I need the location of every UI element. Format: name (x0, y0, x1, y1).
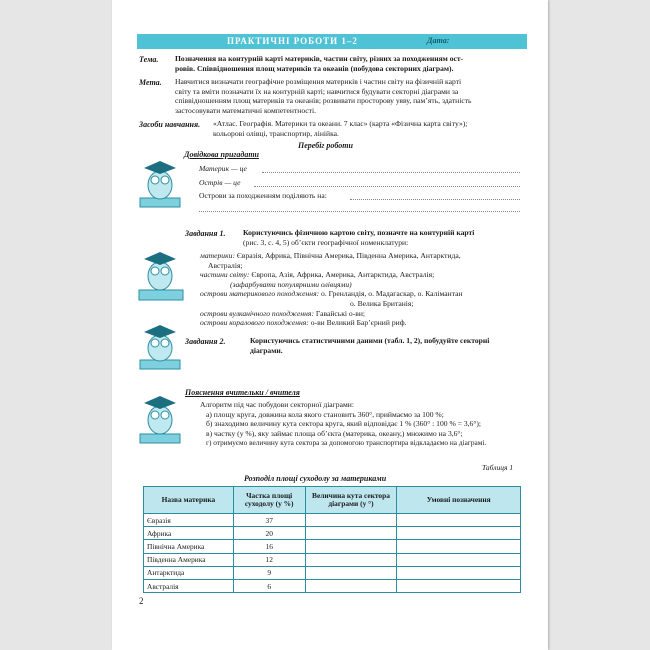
column-header: Величина кута сектора діаграми (у °) (305, 487, 397, 514)
item-value: о-ви Великий Бар’єрний риф. (310, 318, 407, 328)
nomenclature-item (200, 309, 525, 319)
task2-line: Користуючись статистичними даними (табл. 1, 2), побудуйте секторні (250, 336, 490, 345)
header-banner (137, 34, 527, 49)
land-share: 16 (233, 540, 305, 553)
task1-line: Користуючись фізичною картою світу, позначте на контурній карті (243, 228, 475, 237)
table-row (144, 527, 521, 540)
angle-cell[interactable] (305, 579, 397, 592)
goal-line: світу та вміти позначати їх на контурній карті; навчитися будувати секторні діаграми за (175, 86, 459, 96)
answer-line[interactable] (254, 186, 520, 187)
angle-cell[interactable] (305, 514, 397, 527)
item-key: острови коралового походження: (200, 318, 309, 328)
item-value: Європа, Азія, Африка, Америка, Антарктида, Австралія; (251, 270, 435, 280)
nomenclature-note (200, 280, 525, 290)
angle-cell[interactable] (305, 553, 397, 566)
explanation-line: Алгоритм під час побудови секторної діаграми: (200, 400, 354, 409)
item-value: Австралія; (208, 260, 243, 270)
goal-text (175, 77, 525, 115)
nomenclature-item (200, 251, 525, 261)
land-share: 20 (233, 527, 305, 540)
angle-cell[interactable] (305, 540, 397, 553)
item-key: частини світу: (200, 270, 250, 280)
goal-line: застосовувати математичні компетентності. (175, 105, 317, 115)
goal-line: Навчитися визначати географічне розміщення материків і частин світу на фізичній карті (175, 77, 462, 86)
legend-cell[interactable] (397, 566, 521, 579)
answer-line[interactable] (350, 199, 520, 200)
legend-cell[interactable] (397, 540, 521, 553)
nomenclature-item (200, 270, 525, 280)
column-header: Частка площі суходолу (у %) (233, 487, 305, 514)
column-header: Умовні позначення (397, 487, 521, 514)
legend-cell[interactable] (397, 553, 521, 566)
land-share: 9 (233, 566, 305, 579)
explanation-heading: Пояснення вчительки / вчителя (185, 388, 300, 397)
explanation-line: б) знаходимо величину кута сектора круга, який відповідає 1 % (360° : 100 % = 3,6°); (206, 419, 482, 429)
legend-cell[interactable] (397, 514, 521, 527)
item-value: Гавайські о-ви; (315, 308, 365, 318)
table-title: Розподіл площі суходолу за материками (244, 474, 387, 483)
item-value: (зафарбувати популярними олівцями) (230, 279, 352, 289)
explanation-text (200, 400, 525, 448)
continent-name: Північна Америка (144, 540, 234, 553)
table-row (144, 514, 521, 527)
land-share: 37 (233, 514, 305, 527)
task2-label: Завдання 2. (185, 337, 226, 346)
tools-text (213, 119, 525, 138)
task1-items (200, 251, 525, 328)
page-number: 2 (139, 596, 144, 606)
answer-line[interactable] (199, 211, 520, 212)
explanation-line: г) отримуємо величину кута сектора за допомогою транспортира відкладаємо на діаграмі. (206, 438, 487, 448)
item-key: острови вулканічного походження: (200, 308, 314, 318)
reference-item: Острів — це (199, 178, 241, 187)
land-area-table (143, 486, 521, 593)
table-row (144, 579, 521, 592)
nomenclature-item (200, 299, 525, 309)
owl-books-icon (138, 248, 184, 304)
land-share: 12 (233, 553, 305, 566)
goal-label: Мета. (139, 78, 162, 87)
item-value: о. Велика Британія; (350, 298, 414, 308)
task2-text (250, 336, 522, 355)
topic-text (175, 54, 525, 73)
nomenclature-item (200, 261, 525, 271)
reference-heading: Довідкова пригадати (184, 150, 259, 159)
tools-line: кольорові олівці, транспортир, лінійка. (213, 128, 339, 138)
continent-name: Африка (144, 527, 234, 540)
column-header: Назва материка (144, 487, 234, 514)
angle-cell[interactable] (305, 527, 397, 540)
task2-line: діаграми. (250, 345, 283, 355)
progress-heading: Перебіг роботи (298, 141, 353, 150)
owl-teacher-icon (138, 158, 184, 210)
topic-line: ровів. Співвідношення площ материків та океанів (побудова секторних діаграм). (175, 63, 454, 73)
topic-label: Тема. (139, 55, 159, 64)
item-key: острови материкового походження: (200, 289, 320, 299)
table-row (144, 540, 521, 553)
page-title: ПРАКТИЧНІ РОБОТИ 1–2 (227, 36, 358, 46)
date-label: Дата: (427, 36, 450, 45)
table-row (144, 553, 521, 566)
item-value: о. Гренландія, о. Мадагаскар, о. Калімантан (321, 289, 463, 299)
explanation-line: а) площу круга, довжина кола якого становить 360°, приймаємо за 100 %; (206, 409, 444, 419)
reference-item: Материк — це (199, 164, 247, 173)
land-share: 6 (233, 579, 305, 592)
item-value: Євразія, Африка, Північна Америка, Південна Америка, Антарктида, (236, 251, 461, 260)
topic-line: Позначення на контурній карті материків, частин світу, різних за походженням ост- (175, 54, 464, 63)
legend-cell[interactable] (397, 527, 521, 540)
legend-cell[interactable] (397, 579, 521, 592)
continent-name: Австралія (144, 579, 234, 592)
answer-line[interactable] (262, 172, 520, 173)
nomenclature-item (200, 289, 525, 299)
table-row (144, 566, 521, 579)
owl-pencil-icon (138, 322, 184, 372)
table-label: Таблиця 1 (482, 463, 514, 472)
owl-explaining-icon (138, 390, 184, 446)
task1-line: (рис. 3, с. 4, 5) об’єкти географічної номенклатури: (243, 237, 409, 247)
continent-name: Євразія (144, 514, 234, 527)
tools-line: «Атлас. Географія. Материки та океани. 7 клас» (карта «Фізична карта світу»); (213, 119, 468, 128)
tools-label: Засоби навчання. (139, 120, 201, 129)
continent-name: Антарктида (144, 566, 234, 579)
task1-text (243, 228, 523, 247)
nomenclature-item (200, 318, 525, 328)
reference-item: Острови за походженням поділяють на: (199, 191, 327, 200)
angle-cell[interactable] (305, 566, 397, 579)
explanation-line: в) частку (у %), яку займає площа об’єкта (материка, океану,) множимо на 3,6°; (206, 428, 463, 438)
goal-line: співвідношенням площ материків та океанів; розвивати просторову уяву, пам’ять, здатність (175, 96, 472, 106)
table-header-row (144, 487, 521, 514)
continent-name: Південна Америка (144, 553, 234, 566)
item-key: материки: (200, 251, 235, 260)
task1-label: Завдання 1. (185, 229, 226, 238)
